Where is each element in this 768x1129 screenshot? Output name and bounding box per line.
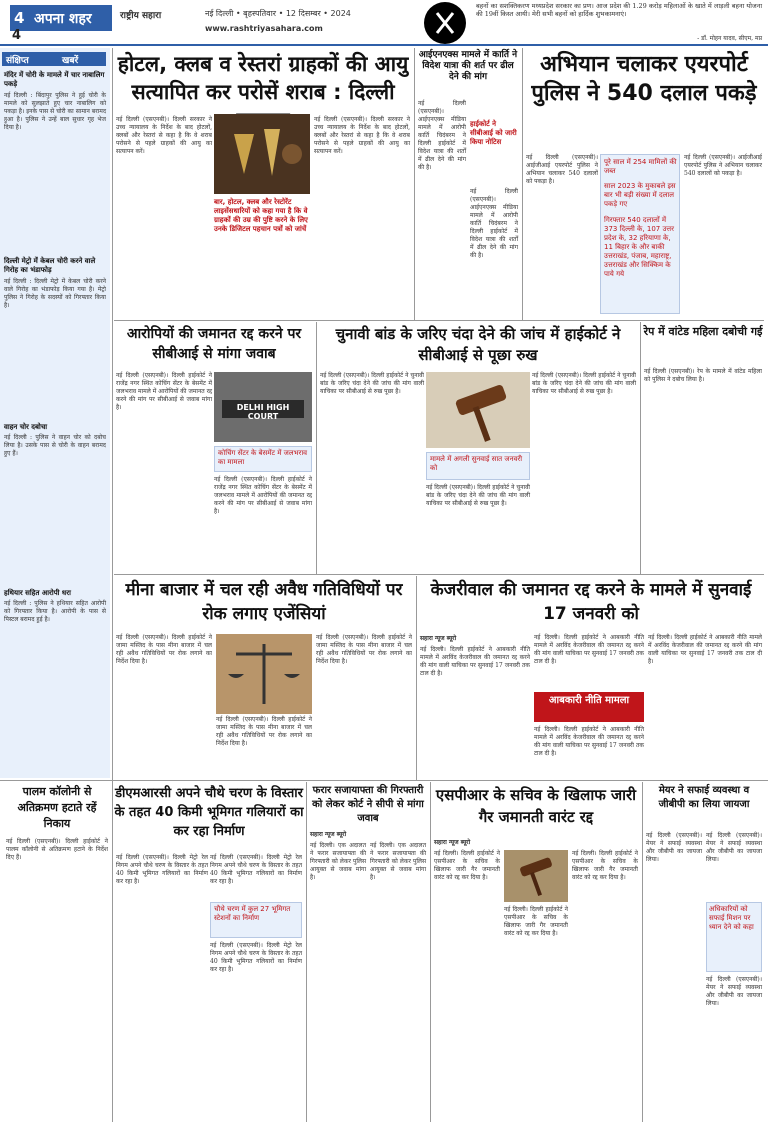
hotel-image: [214, 114, 310, 194]
kejriwal-body-col2b: नई दिल्ली। दिल्ली हाईकोर्ट ने आबकारी नीति मामले में अरविंद केजरीवाल की जमानत रद्द करने की मांग वाली याचिका पर सुनवाई 17 जनवरी तक टाल दी है।: [534, 726, 644, 757]
palam-headline: पालम कॉलोनी से अतिक्रमण हटाते रहें निकाय: [17, 785, 97, 830]
visa-body-2: नई दिल्ली (एसएनबी)। आईएनएक्स मीडिया मामले में आरोपी कार्ति चिदंबरम ने दिल्ली हाईकोर्ट में विदेश यात्रा की शर्तों में ढील देने की मांग की है।: [470, 188, 518, 259]
sidebar-label: [2, 52, 106, 66]
absconding-body-col1: नई दिल्ली। एक अदालत ने फरार सजायाफ्ता की गिरफ्तारी को लेकर पुलिस आयुक्त से जवाब मांगा है।: [310, 842, 366, 881]
spiar-gavel-image: [504, 850, 568, 902]
col-rule-3: [522, 48, 523, 320]
dmrc-headline: डीएमआरसी अपने चौथे चरण के विस्तार के तहत 40 किमी भूमिगत गलियारों का कर रहा निर्माण: [114, 786, 304, 839]
kejriwal-body-col3: नई दिल्ली। दिल्ली हाईकोर्ट ने आबकारी नीति मामले में अरविंद केजरीवाल की जमानत रद्द करने की मांग वाली याचिका पर सुनवाई 17 जनवरी तक टाल दी है।: [648, 634, 762, 665]
mayor-headline: मेयर ने सफाई व्यवस्था व जीबीपी का लिया जायजा: [658, 785, 750, 810]
col-rule-5: [640, 322, 641, 574]
bond-headline: चुनावी बांड के जरिए चंदा देने की जांच में हाईकोर्ट ने सीबीआई से पूछा रुख: [335, 325, 621, 364]
visa-headline: आईएनएक्स मामले में कार्ति ने विदेश यात्रा की शर्त पर ढील देने की मांग: [418, 50, 518, 82]
absconding-headline: फरार सजायाफ्ता की गिरफ्तारी को लेकर कोर्ट ने सीपी से मांगा जवाब: [312, 785, 424, 824]
article-hotel: [114, 48, 412, 318]
airport-bullet-1: पूरे साल में 254 मामिलों की जब्त: [604, 158, 677, 175]
hotel-highlight: बार, होटल, क्लब और रेस्टोरेंट लाइसेंसधारियों को कहा गया है कि वे ग्राहकों की उम्र की पुष्टि करने के लिए उनके डिजिटल पहचान पत्रों को जांचें: [214, 198, 308, 233]
article-airport: [524, 48, 764, 318]
article-palam: [4, 782, 110, 1122]
article-absconding: [308, 782, 428, 1122]
airport-body: नई दिल्ली (एसएनबी)। आईजीआई एयरपोर्ट पुलिस ने अभियान चलाकर 540 दलालों को पकड़ा है।: [526, 154, 598, 185]
meena-headline: मीना बाजार में चल रही अवैध गतिविधियों पर रोक लगाए एजेंसियां: [125, 580, 403, 624]
header-rule: [0, 44, 768, 46]
brief-body-1: नई दिल्ली : बिंदापुर पुलिस ने हुई चोरी के मामले को सुलझाते हुए चार नाबालिग को पकड़ा है। इनके पास से चोरी का सामान बरामद हुआ है। पुलिस ने उन्हें बाल सुधार गृह भेज दिया है।: [4, 92, 106, 131]
airport-headline: अभियान चलाकर एयरपोर्ट पुलिस ने 540 दलाल पकड़े: [531, 52, 757, 106]
kejriwal-body-col1: नई दिल्ली। दिल्ली हाईकोर्ट ने आबकारी नीति मामले में अरविंद केजरीवाल की जमानत रद्द करने की मांग वाली याचिका पर सुनवाई 17 जनवरी तक टाल दी है।: [420, 646, 530, 677]
brief-title-3: वाहन चोर दबोचा: [4, 422, 48, 431]
mayor-highlight: अधिकारियों को सफाई मिशन पर ध्यान देने को कहा: [709, 905, 754, 931]
article-bail: [114, 322, 314, 572]
col-rule-6: [416, 576, 417, 780]
visa-body: नई दिल्ली (एसएनबी)। आईएनएक्स मीडिया मामले में आरोपी कार्ति चिदंबरम ने दिल्ली हाईकोर्ट में विदेश यात्रा की शर्तों में ढील देने की मांग की है।: [418, 100, 466, 171]
palam-body: नई दिल्ली (एसएनबी)। दिल्ली हाईकोर्ट ने पालम कॉलोनी से अतिक्रमण हटाने के निर्देश दिए हैं।: [6, 838, 108, 861]
assault-body: नई दिल्ली (एसएनबी)। रेप के मामले में वांटेड महिला को पुलिस ने दबोच लिया है।: [644, 368, 762, 383]
bail-headline: आरोपियों की जमानत रद्द करने पर सीबीआई से मांगा जवाब: [126, 326, 302, 362]
airport-bullet-2: साल 2023 के मुकाबले इस बार भी बड़ी संख्या में दलाल पकड़े गए: [604, 182, 676, 208]
sidebar-label-text2: खबरें: [62, 56, 79, 66]
meena-body-col1: नई दिल्ली (एसएनबी)। दिल्ली हाईकोर्ट ने जामा मस्जिद के पास मीना बाजार में चल रही अवैध गतिविधियों पर रोक लगाने का निर्देश दिया है।: [116, 634, 212, 665]
col-rule-9: [642, 782, 643, 1122]
spiar-body-col2: नई दिल्ली। दिल्ली हाईकोर्ट ने एसपीआर के सचिव के खिलाफ जारी गैर जमानती वारंट को रद्द कर दिया है।: [504, 906, 568, 937]
dateline: नई दिल्ली • बृहस्पतिवार • 12 दिसम्बर • 2024: [205, 9, 351, 18]
bond-body-col3: नई दिल्ली (एसएनबी)। दिल्ली हाईकोर्ट ने चुनावी बांड के जरिए चंदा देने की जांच की मांग वाली याचिका पर सीबीआई से रुख पूछा है।: [532, 372, 636, 395]
article-spiar: [432, 782, 640, 1122]
dmrc-body-col1: नई दिल्ली (एसएनबी)। दिल्ली मेट्रो रेल निगम अपने चौथे चरण के विस्तार के तहत 40 किमी भूमिगत गलियारों का निर्माण कर रहा है।: [116, 854, 208, 885]
dmrc-body-col2b: नई दिल्ली (एसएनबी)। दिल्ली मेट्रो रेल निगम अपने चौथे चरण के विस्तार के तहत 40 किमी भूमिगत गलियारों का निर्माण कर रहा है।: [210, 942, 302, 973]
article-dmrc: [114, 782, 304, 1122]
kejriwal-headline: केजरीवाल की जमानत रद्द करने के मामले में सुनवाई 17 जनवरी को: [430, 580, 752, 624]
hotel-headline: होटल, क्लब व रेस्तरां ग्राहकों की आयु सत्यापित कर परोसें शराब : दिल्ली: [117, 52, 409, 104]
article-visa: [416, 48, 520, 318]
rule-3: [0, 780, 768, 781]
mayor-body-col1: नई दिल्ली (एसएनबी)। मेयर ने सफाई व्यवस्था और जीबीपी का जायजा लिया।: [646, 832, 702, 863]
meena-body-col2: नई दिल्ली (एसएनबी)। दिल्ली हाईकोर्ट ने जामा मस्जिद के पास मीना बाजार में चल रही अवैध गतिविधियों पर रोक लगाने का निर्देश दिया है।: [216, 716, 312, 747]
hotel-body-col1: नई दिल्ली (एसएनबी)। दिल्ली सरकार ने उच्च न्यायालय के निर्देश के बाद होटलों, क्लबों और रेस्तरां से कहा है कि वे शराब परोसने से पहले ग्राहकों की आयु का सत्यापन करें।: [116, 116, 212, 155]
x-logo-icon: [424, 2, 466, 44]
court-photo: [214, 372, 312, 442]
section-title: अपना शहर: [34, 11, 92, 27]
building-sign: DELHI HIGH COURT: [236, 403, 290, 421]
bond-body-col2: नई दिल्ली (एसएनबी)। दिल्ली हाईकोर्ट ने चुनावी बांड के जरिए चंदा देने की जांच की मांग वाली याचिका पर सीबीआई से रुख पूछा है।: [426, 484, 530, 507]
mayor-body-col2: नई दिल्ली (एसएनबी)। मेयर ने सफाई व्यवस्था और जीबीपी का जायजा लिया।: [706, 832, 762, 863]
page-number-big: 4: [12, 28, 22, 43]
spiar-body-col1: नई दिल्ली। दिल्ली हाईकोर्ट ने एसपीआर के सचिव के खिलाफ जारी गैर जमानती वारंट को रद्द कर दिया है।: [434, 850, 500, 881]
brief-title-2: दिल्ली मेट्रो में केबल चोरी करने वाले गिरोह का भंडाफोड़: [4, 256, 96, 274]
visa-highlight: हाईकोर्ट ने सीबीआई को जारी किया नोटिस: [470, 120, 517, 146]
spiar-headline: एसपीआर के सचिव के खिलाफ जारी गैर जमानती वारंट रद्द: [435, 786, 637, 826]
brief-body-3: नई दिल्ली : पुलिस ने वाहन चोर को दबोच लिया है। उसके पास से चोरी के वाहन बरामद हुए हैं।: [4, 434, 106, 457]
dmrc-body-col2: नई दिल्ली (एसएनबी)। दिल्ली मेट्रो रेल निगम अपने चौथे चरण के विस्तार के तहत 40 किमी भूमिगत गलियारों का निर्माण कर रहा है।: [210, 854, 302, 885]
brief-title-1: मंदिर में चोरी के मामले में चार नाबालिग पकड़े: [4, 70, 105, 88]
spiar-body-col3: नई दिल्ली। दिल्ली हाईकोर्ट ने एसपीआर के सचिव के खिलाफ जारी गैर जमानती वारंट को रद्द कर दिया है।: [572, 850, 638, 881]
airport-bullet-3: गिरफ्तार 540 दलालों में 373 दिल्ली के, 107 उत्तर प्रदेश के, 32 हरियाणा के, 11 बिहार के और बाकी उत्तराखंड, पंजाब, महाराष्ट्र, उत्तराखंड और सिक्किम के पाये गये: [604, 216, 675, 278]
sidebar-brief-news: [0, 48, 110, 778]
col-rule-1: [112, 48, 113, 1122]
mayor-body-col2b: नई दिल्ली (एसएनबी)। मेयर ने सफाई व्यवस्था और जीबीपी का जायजा लिया।: [706, 976, 762, 1007]
spiar-byline: सहारा न्यूज ब्यूरो: [434, 839, 471, 846]
article-kejriwal: [418, 576, 764, 776]
article-bond: [318, 322, 638, 572]
rule-1: [114, 320, 764, 321]
bail-body-col1: नई दिल्ली (एसएनबी)। दिल्ली हाईकोर्ट ने राजेंद्र नगर स्थित कोचिंग सेंटर के बेसमेंट में जलभराव मामले में आरोपियों की जमानत रद्द करने की मांग पर सीबीआई से जवाब मांगा है।: [116, 372, 212, 411]
brief-body-2: नई दिल्ली : दिल्ली मेट्रो में केबल चोरी करने वाले गिरोह का भंडाफोड़ किया गया है। मेट्रो पुलिस ने गिरोह के सदस्यों को गिरफ्तार किया है।: [4, 278, 106, 309]
kejriwal-body-col2: नई दिल्ली। दिल्ली हाईकोर्ट ने आबकारी नीति मामले में अरविंद केजरीवाल की जमानत रद्द करने की मांग वाली याचिका पर सुनवाई 17 जनवरी तक टाल दी है।: [534, 634, 644, 665]
col-rule-7: [306, 782, 307, 1122]
article-meena: [114, 576, 414, 776]
article-mayor: [644, 782, 764, 1122]
col-rule-2: [414, 48, 415, 320]
dmrc-highlight: चौथे चरण में कुल 27 भूमिगत स्टेशनों का निर्माण: [214, 905, 291, 922]
kejriwal-tag-box: [534, 692, 644, 722]
assault-headline: रेप में वांटेड महिला दबोची गई: [643, 325, 763, 338]
absconding-body-col2: नई दिल्ली। एक अदालत ने फरार सजायाफ्ता की गिरफ्तारी को लेकर पुलिस आयुक्त से जवाब मांगा है।: [370, 842, 426, 881]
kejriwal-tag: आबकारी नीति मामला: [548, 695, 630, 706]
quote-author: - डॉ. मोहन यादव, सीएम, मप्र: [697, 35, 762, 42]
meena-body-col3: नई दिल्ली (एसएनबी)। दिल्ली हाईकोर्ट ने जामा मस्जिद के पास मीना बाजार में चल रही अवैध गतिविधियों पर रोक लगाने का निर्देश दिया है।: [316, 634, 412, 665]
kejriwal-byline: सहारा न्यूज ब्यूरो: [420, 635, 457, 642]
bond-body-col1: नई दिल्ली (एसएनबी)। दिल्ली हाईकोर्ट ने चुनावी बांड के जरिए चंदा देने की जांच की मांग वाली याचिका पर सीबीआई से रुख पूछा है।: [320, 372, 424, 395]
airport-body-col3: नई दिल्ली (एसएनबी)। आईजीआई एयरपोर्ट पुलिस ने अभियान चलाकर 540 दलालों को पकड़ा है।: [684, 154, 762, 177]
bond-highlight: मामले में अगली सुनवाई सात जनवरी को: [430, 455, 523, 472]
bail-body-col2: नई दिल्ली (एसएनबी)। दिल्ली हाईकोर्ट ने राजेंद्र नगर स्थित कोचिंग सेंटर के बेसमेंट में जलभराव मामले में आरोपियों की जमानत रद्द करने की मांग पर सीबीआई से जवाब मांगा है।: [214, 476, 312, 515]
rule-2: [114, 574, 764, 575]
gavel-image: [426, 372, 530, 448]
scales-image: [216, 634, 312, 714]
bail-caption: कोचिंग सेंटर के बेसमेंट में जलभराव का मामला: [218, 449, 308, 466]
col-rule-4: [316, 322, 317, 574]
hotel-body-col3: नई दिल्ली (एसएनबी)। दिल्ली सरकार ने उच्च न्यायालय के निर्देश के बाद होटलों, क्लबों और रेस्तरां से कहा है कि वे शराब परोसने से पहले ग्राहकों की आयु का सत्यापन करें।: [314, 116, 410, 155]
brief-body-4: नई दिल्ली : पुलिस ने हथियार सहित आरोपी को गिरफ्तार किया है। आरोपी के पास से पिस्टल बरामद हुई है।: [4, 600, 106, 623]
article-assault: [642, 322, 764, 572]
absconding-byline: सहारा न्यूज ब्यूरो: [310, 831, 347, 838]
website[interactable]: www.rashtriyasahara.com: [205, 24, 323, 33]
col-rule-8: [430, 782, 431, 1122]
page-number: 4: [14, 9, 25, 27]
header-quote: बहनों का सशक्तिकरण मध्यप्रदेश सरकार का प्रण। आज प्रदेश की 1.29 करोड़ महिलाओं के खाते में लाड़ली बहना योजना की 19वीं किस्त आयी। मेरी सभी बहनों को हार्दिक शुभकामनाएं।: [476, 2, 762, 18]
masthead: राष्ट्रीय सहारा: [120, 11, 162, 21]
sidebar-label-text: संक्षिप्त: [6, 56, 29, 66]
brief-title-4: हथियार सहित आरोपी धरा: [4, 588, 71, 597]
page-header: [0, 0, 768, 45]
